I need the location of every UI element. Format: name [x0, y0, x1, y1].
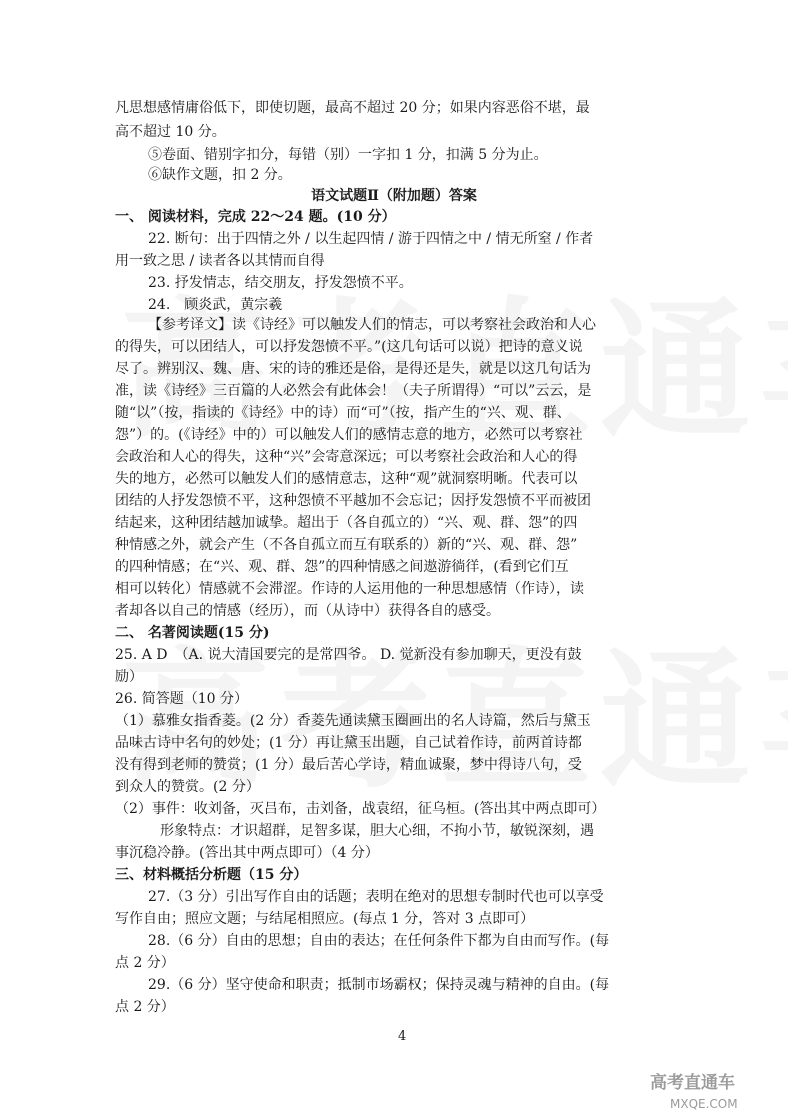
text-line: （2）事件：收刘备，灭吕布，击刘备，战袁绍，征乌桓。(答出其中两点即可）	[115, 801, 606, 817]
text-line: ⑥缺作文题，扣 2 分。	[148, 167, 292, 183]
translation-line: 【参考译文】读《诗经》可以触发人们的情志，可以考察社会政治和人心	[148, 317, 596, 333]
watermark-site: MXQE.COM	[670, 1097, 738, 1111]
translation-line: 结起来，这种团结越加诚挚。超出于（各自孤立的）“兴、观、群、怨”的四	[115, 515, 578, 531]
text-line: 品味古诗中名句的妙处；(1 分）再让黛玉出题，自己试着作诗，前两首诗都	[115, 735, 582, 751]
translation-line: 随“以”（按，指读的《诗经》中的诗）而“可”（按，指产生的“兴、观、群、	[115, 405, 571, 421]
translation-line: 会政治和人心的得失，这种“兴”会寄意深远；可以考察社会政治和人心的得	[115, 449, 578, 465]
text-line: 29.（6 分）坚守使命和职责；抵制市场霸权；保持灵魂与精神的自由。(每	[148, 977, 610, 993]
translation-line: 的得失，可以团结人，可以抒发怨愤不平。”(这几句话可以说）把诗的意义说	[115, 339, 583, 355]
text-line: 点 2 分）	[115, 999, 175, 1015]
translation-line: 者却各以自己的情感（经历），而（从诗中）获得各自的感受。	[115, 603, 500, 619]
text-line: 27.（3 分）引出写作自由的话题；表明在绝对的思想专制时代也可以享受	[148, 889, 604, 905]
section-heading-3: 三、材料概括分析题（15 分）	[115, 867, 308, 883]
text-line: 22. 断句：出于四情之外 / 以生起四情 / 游于四情之中 / 情无所窒 / 作者	[148, 231, 594, 247]
translation-line: 种情感之外，就会产生（不各自孤立而互有联系的）新的“兴、观、群、怨”	[115, 537, 578, 553]
text-line: 23. 抒发情志，结交朋友，抒发怨愤不平。	[148, 275, 413, 291]
watermark-logo-text: 高考直通车	[650, 1073, 735, 1093]
text-line: 25. A D （A. 说大清国要完的是常四爷。 D. 觉新没有参加聊天，更没有鼓	[115, 647, 582, 663]
text-line: 凡思想感情庸俗低下，即使切题，最高不超过 20 分；如果内容恶俗不堪，最	[115, 100, 590, 116]
text-line: 事沉稳冷静。(答出其中两点即可）（4 分）	[115, 845, 379, 861]
text-line: 到众人的赞赏。(2 分）	[115, 779, 260, 795]
translation-line: 相可以转化）情感就不会滞涩。作诗的人运用他的一种思想感情（作诗），读	[115, 581, 584, 597]
translation-line: 的四种情感；在“兴、观、群、怨”的四种情感之间遨游徜徉，(看到它们互	[115, 559, 569, 575]
text-line: 形象特点：才识超群，足智多谋，胆大心细，不拘小节，敏锐深刻，遇	[160, 823, 594, 839]
text-line: 28.（6 分）自由的思想；自由的表达；在任何条件下都为自由而写作。(每	[148, 933, 610, 949]
page-number: 4	[398, 1029, 407, 1044]
text-line: 励）	[115, 669, 143, 685]
section-heading-2: 二、 名著阅读题(15 分)	[115, 625, 270, 641]
text-line: （1）慕雅女指香菱。(2 分）香菱先通读黛玉圈画出的名人诗篇，然后与黛玉	[115, 713, 591, 729]
translation-line: 失的地方，必然可以触发人们的感情意志，这种“观”就洞察明晰。代表可以	[115, 471, 578, 487]
translation-line: 怨”）的。(《诗经》中的）可以触发人们的感情志意的地方，必然可以考察社	[115, 427, 583, 443]
text-line: 24. 顾炎武，黄宗羲	[148, 297, 283, 313]
text-line: 写作自由；照应文题；与结尾相照应。(每点 1 分，答对 3 点即可）	[115, 911, 535, 927]
text-line: 没有得到老师的赞赏；(1 分）最后苦心学诗，精血诚聚，梦中得诗八句，受	[115, 757, 582, 773]
text-line: 点 2 分）	[115, 955, 175, 971]
text-line: 用一致之思 / 读者各以其情而自得	[115, 253, 325, 269]
section-heading-1: 一、 阅读材料，完成 22～24 题。(10 分）	[115, 209, 396, 225]
translation-line: 团结的人抒发怨愤不平，这种怨愤不平越加不会忘记；因抒发怨愤不平而被团	[115, 493, 591, 509]
translation-line: 准，读《诗经》三百篇的人必然会有此体会！（夫子所谓得）“可以”云云，是	[115, 383, 592, 399]
text-line: 高不超过 10 分。	[115, 124, 226, 140]
section-title: 语文试题Ⅱ（附加题）答案	[311, 188, 477, 204]
text-line: ⑤卷面、错别字扣分，每错（别）一字扣 1 分，扣满 5 分为止。	[148, 147, 548, 163]
text-line: 26. 简答题（10 分）	[115, 691, 248, 707]
translation-line: 尽了。辨别汉、魏、唐、宋的诗的雅还是俗，是得还是失，就是以这几句话为	[115, 361, 591, 377]
